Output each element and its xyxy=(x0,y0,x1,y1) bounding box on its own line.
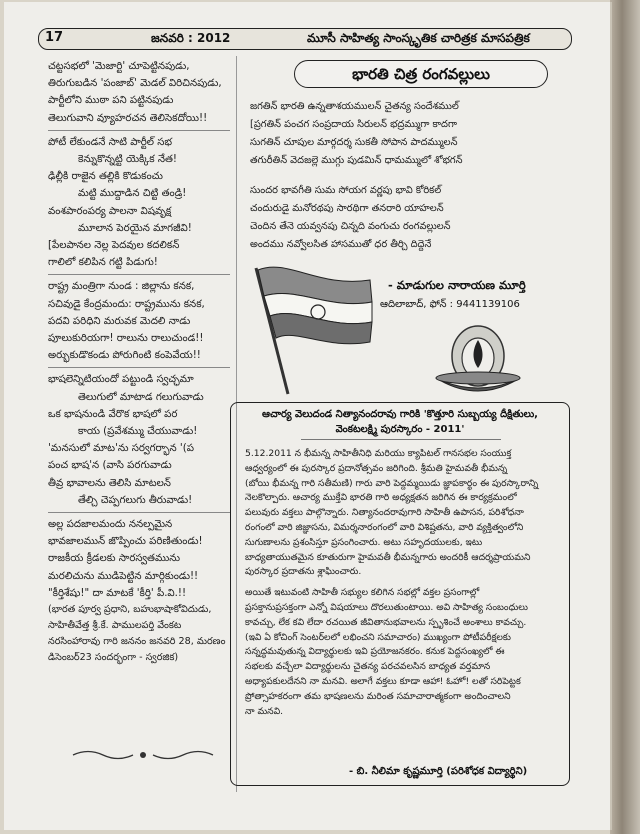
poem-line: మట్టి ముద్దాడిన చిట్టి తండ్రి! xyxy=(78,188,187,200)
poem-title: భారతి చిత్ర రంగవల్లులు xyxy=(294,60,548,88)
poem-line: తగురీతిన్ వెదజల్లె ముగ్గు పుడమిన్ ధామమ్ములో శోభగన్ xyxy=(250,155,463,166)
poem-line: మూలాన పెరయైన మాగజీవి! xyxy=(78,222,192,234)
poem-line: పంచ భాష'న (వాసి పరగువాడు xyxy=(48,460,172,472)
article-line: సుగుణాలను ప్రశంసిస్తూ ప్రసంగించారు. అటు సహృదయులకు, ఇటు xyxy=(245,536,483,548)
page-header xyxy=(38,28,572,50)
poem-author: - మాడుగుల నారాయణ మూర్తి xyxy=(388,278,526,292)
stanza-rule xyxy=(48,274,230,275)
poem-line: చందురుడై మనోరథపు సారథిగా తనరారి యాహలన్ xyxy=(250,203,444,214)
footnote xyxy=(48,602,230,666)
poem-line: అర్భుకుడొకండు పోరుగింటి కంపెవేయ!! xyxy=(48,350,201,362)
article-line: బాధ్యతాయుతమైన కూతురుగా హైమవతీ భీమన్నగారు అందరికీ ఆదర్శప్రాయమని xyxy=(245,551,531,563)
poem-line: పార్టీలోని ముఠా పని పట్టినపుడు xyxy=(48,95,174,107)
article-line: నా మనవి. xyxy=(245,705,284,717)
poem-line: తిరుగుబడిన 'పంజాబ్' మెడల్ విరిచినపుడు, xyxy=(48,78,222,90)
poem-line: తెలుగువాని వ్యూహరచన తెలిసెకదోయి!! xyxy=(48,112,208,124)
article-line: రంగంలో వారి జిజ్ఞాసను, విమర్శనారంగంలో వారి విశిష్టతను, వారి వ్యక్తిత్వంలోని xyxy=(245,521,524,533)
poem-line: కాయ (ప్రవేశమ్ము చేయువాడు! xyxy=(78,426,198,438)
poem-line: అల్ల పదజాలమందు ననల్పమైన xyxy=(48,519,173,531)
oil-lamp-illustration xyxy=(430,318,526,400)
article-heading-line: వెంకటలక్ష్మి పురస్కారం - 2011' xyxy=(335,424,465,435)
article-line: ప్రోత్సాహకరంగా తమ భాషణలను మరింత సమాచారాత్మకంగా అందించాలని xyxy=(245,690,511,702)
footnote-line: సాహితీవేత్త శ్రీ.కే. పాములపర్తి వేంకట xyxy=(48,620,182,632)
article-body xyxy=(245,447,561,719)
poem-line: సుగతిన్ చూపుల మార్గదర్శ సుకతీ సోపాన పాదమ్ములన్ xyxy=(250,137,458,148)
poem-line: రాష్ట్ర మంత్రిగా నుండ : జిల్లాను కనక, xyxy=(48,281,195,293)
poem-line: 'మనసులో మాట'ను సర్వగర్భాన '(ప xyxy=(48,443,194,455)
poem-line: తీవ్ర భావాలను తెలిసి మాటలన్ xyxy=(48,477,171,489)
poem-line: అందము నవ్వోలసిత హాసముతో ధర తీర్చి దిద్దెనే xyxy=(250,239,432,250)
book-spine xyxy=(610,0,640,834)
poem-line: సుందర భావగీతి సుమ సోయగ వర్ణపు భావి కోరికల్ xyxy=(250,185,442,196)
article-line: నెలకొల్పారు. ఆచార్య ముక్తేవి భారతి గారి అధ్యక్షతన జరిగిన ఈ కార్యక్రమంలో xyxy=(245,492,517,504)
poem-line: తేల్చి చెప్పగలుగు తీరువాడు! xyxy=(78,494,193,506)
article-signature: - బి. నీలిమా కృష్ణమూర్తి (పరిశోధక విద్యార్థిని) xyxy=(349,766,528,777)
poem-line: సచివుడై కేంద్రమందు: రాష్ట్రమును కనక, xyxy=(48,298,205,310)
stanza-rule xyxy=(48,512,230,513)
indian-flag-illustration xyxy=(248,258,378,398)
poem-line: తెలుగులో మాటాడ గలుగువాడు xyxy=(78,391,204,403)
article-box xyxy=(230,402,570,786)
magazine-name: మూసీ సాహిత్య సాంస్కృతిక చారిత్రక మాసపత్రిక xyxy=(307,31,530,45)
article-line: పలువురు వక్తలు పాల్గొన్నారు. నిత్యానందరావుగారి సాహితీ ఉపాసన, పరిశోధనా xyxy=(245,507,524,519)
article-line: పురస్కార ప్రదాతను శ్లాఘించారు. xyxy=(245,566,362,578)
article-heading xyxy=(231,407,569,437)
left-column-poem xyxy=(48,58,230,666)
poem-line: ఒక భాషనుండి వేరొక భాషలో పర xyxy=(48,408,178,420)
poem-line: చెందిన తేనె యవ్వనపు చిన్నది వంగుచు రంగవల్లులన్ xyxy=(250,221,451,232)
article-line: అయితే ఇటువంటి సాహితీ సభ్యుల కలిగిన సభల్లో వక్తల ప్రసంగాల్లో xyxy=(245,587,480,599)
issue-date: జనవరి : 2012 xyxy=(151,31,231,45)
article-heading-line: ఆచార్య వెలుదండ నిత్యానందరావు గారికి 'కొత్తూరి సుబ్బయ్య దీక్షితులు, xyxy=(262,409,538,420)
article-line: కావచ్చు, లేక కవి లేదా రచయిత జీవితానుభవాలను స్పృశించే అంశాలు కావచ్చు. xyxy=(245,616,527,628)
poem-line: జగతిన్ భారతి ఉన్నతాశయములన్ చైతన్య సందేశముల్ xyxy=(250,101,459,112)
poem-line: [ప్రగతిన్ పంచగ సంప్రదాయ సిరులన్ భద్రమ్ముగా కాదగా xyxy=(250,119,457,130)
poem-line: పదవి పరిధిని మరువక మెదలి నాడు xyxy=(48,315,191,327)
footnote-line: డిసెంబర్23 సందర్భంగా - స్వరజిక) xyxy=(48,652,179,664)
stanza-rule xyxy=(48,130,230,131)
heading-rule xyxy=(301,439,501,440)
poem-line: పోటీ లేకుండనే సాటి పార్టీల్ సభ xyxy=(48,136,173,148)
poem-line: చట్టసభలో 'మెజార్టి' చూపెట్టినపుడు, xyxy=(48,61,190,72)
poem-line: కెన్నుకొన్నట్టి యెక్కిక నేత! xyxy=(78,154,178,166)
footnote-line: నరసింహారావు గారి జననం జనవరి 28, మరణం xyxy=(48,636,226,648)
poem-line: రాజకీయ క్రీడలకు సారస్వతమును xyxy=(48,553,180,565)
article-line: 5.12.2011 న భీమన్న సాహితీనిధి మరియు క్యాపిటల్ గానసభల సంయుక్త xyxy=(245,448,512,459)
article-line: (బోయి భీమన్న గారి సతీమణి) గారు వారి పెద్దమ్మయిడు జ్ఞాపకార్థం ఈ పురస్కారాన్ని xyxy=(245,477,539,489)
ornament-divider xyxy=(68,748,218,762)
poem-line: మరలిచును ముడిపెట్టిన మార్గికుండు!! xyxy=(48,570,199,582)
author-address: ఆదిలాబాద్, ఫోన్ : 9441139106 xyxy=(380,299,520,310)
poem-line: ఢిల్లీకి రాజైన తల్లికి కొడుకంచు xyxy=(48,171,163,183)
footnote-line: (భారత పూర్వ ప్రధాని, బహుభాషాకోవిదుడు, xyxy=(48,604,212,616)
poem-line: భావజాలమున్ జొప్పించు పరిణితుండు! xyxy=(48,536,203,548)
article-line: సన్నద్ధమవుతున్న విద్యార్థులకు ఇవి ప్రయోజనకరం. కనుక పెద్దసంఖ్యలో ఈ xyxy=(245,646,505,658)
article-line: ప్రసక్తానుప్రసక్తంగా ఎన్నో విషయాలు దొరలుతుంటాయి. అవి సాహిత్య సంబంధులు xyxy=(245,601,528,613)
poem-line: "కీర్తిశేషు!" దా మాటకే 'కీర్తి' పీ.వి.!! xyxy=(48,587,187,599)
article-line: (ఇవి ఏ కోచింగ్ సెంటర్‌లలో లభించని సమాచారం) ముఖ్యంగా పోటీపరీక్షలకు xyxy=(245,631,511,643)
article-line: అధ్యాపకులదేనని నా మనవి. అలాగే వక్తలు కూడా ఆహా! ఓహో! లతో సరిపెట్టక xyxy=(245,675,521,687)
poem-line: గాలిలో కలిపిన గట్టి పిడుగు! xyxy=(48,257,158,269)
poem-line: [పేలపానల నెల్ల పెదవుల కదలికన్ xyxy=(48,240,180,252)
stanza-rule xyxy=(48,367,230,368)
poem-line: భాషలెన్నిటియందో పట్టుండి స్వచ్ఛమా xyxy=(48,374,194,386)
article-line: సభలకు వచ్చేలా విద్యార్థులను చైతన్య పరచవలసిన బాధ్యత వర్తమాన xyxy=(245,661,491,673)
poem-line: పూలుకురియగా! రాలును రాలుచుండ!! xyxy=(48,333,204,345)
poem-line: వంశపారంపర్య పాలనా విషవృక్ష xyxy=(48,205,172,217)
page-number: 17 xyxy=(45,30,64,45)
article-line: ఆధ్వర్యంలో ఈ పురస్కార ప్రదానోత్సవం జరిగింది. శ్రీమతి హైమవతీ భీమన్న xyxy=(245,462,508,474)
right-poem xyxy=(250,98,562,254)
